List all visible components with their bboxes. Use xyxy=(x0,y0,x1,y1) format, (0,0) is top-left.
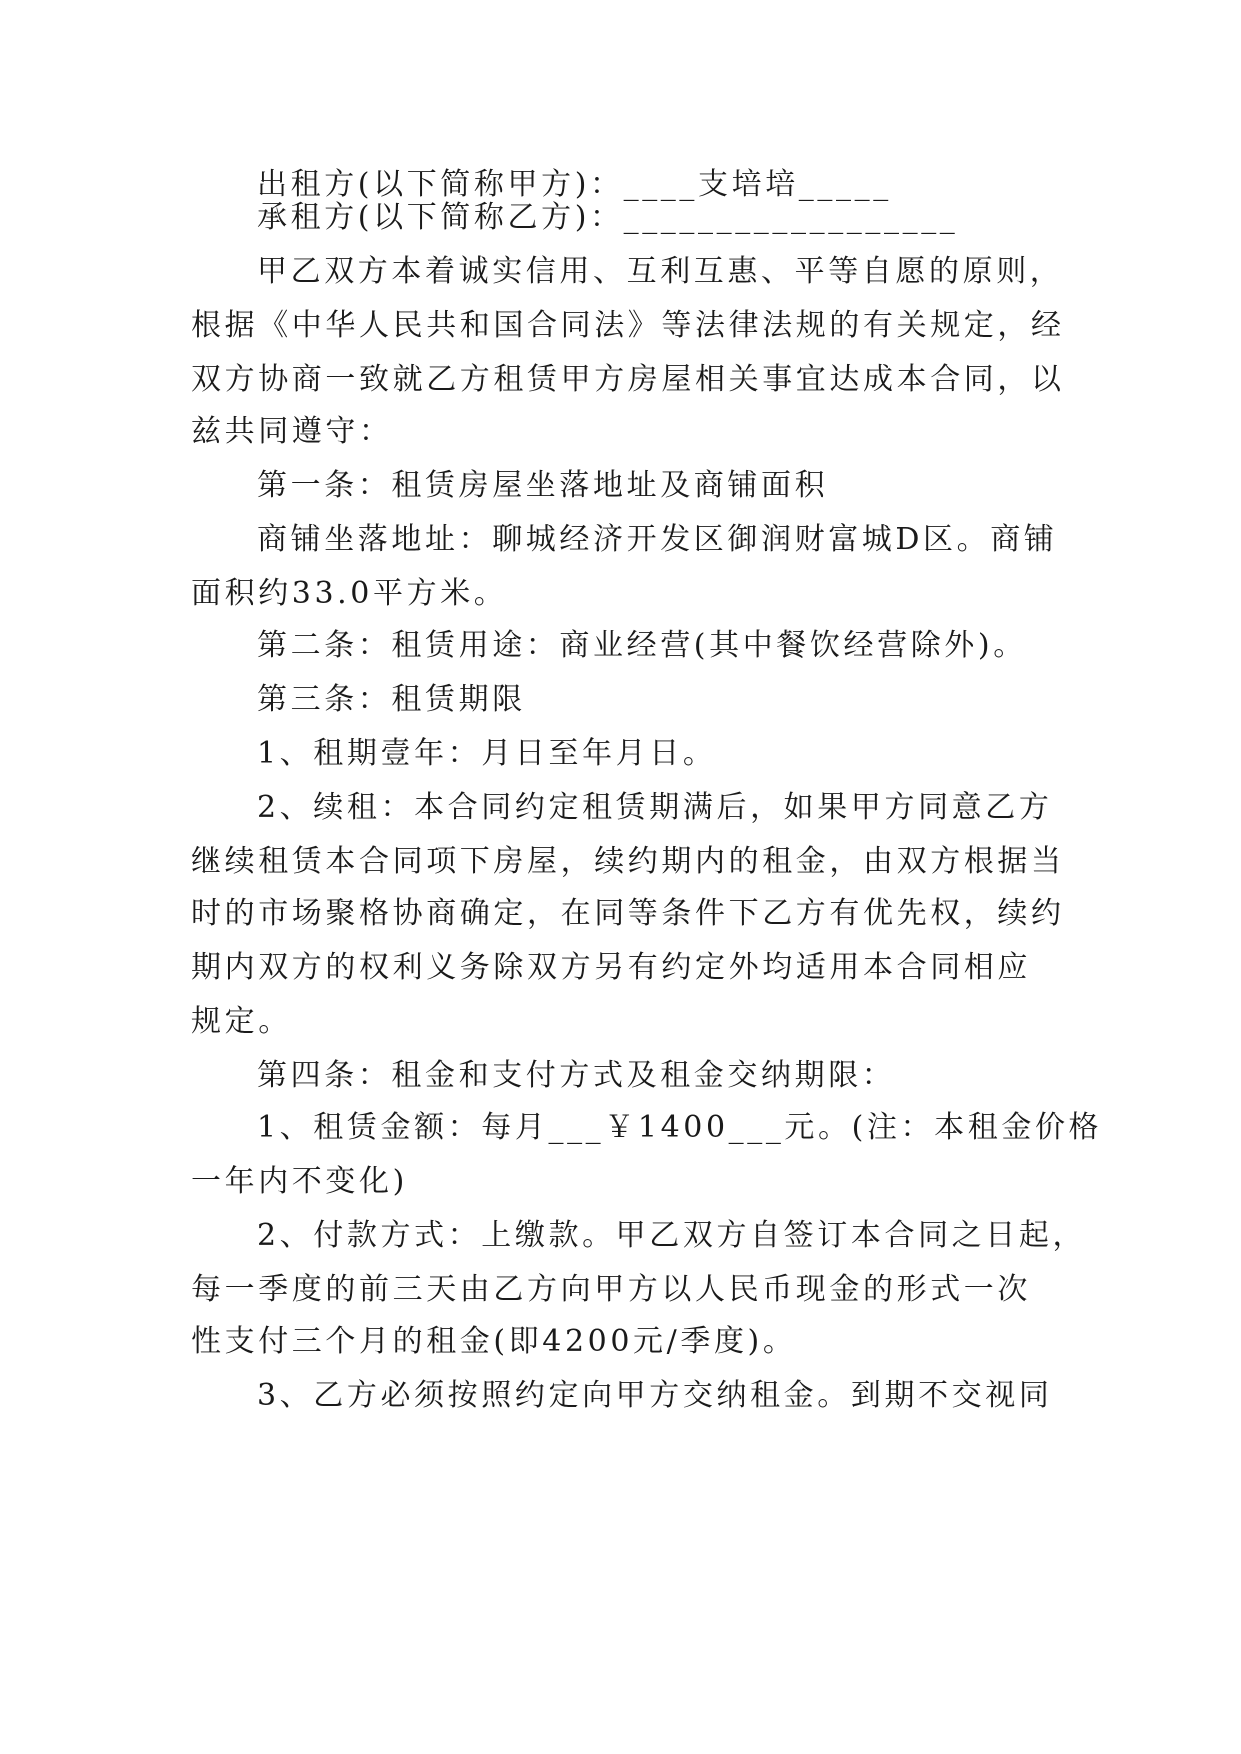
payment-line-3: 性支付三个月的租金(即4200元/季度)。 xyxy=(191,1324,797,1359)
preamble-line-1: 甲乙双方本着诚实信用、互利互惠、平等自愿的原则， xyxy=(257,254,1064,289)
lessor-line: 出租方(以下简称甲方)：____支培培_____ xyxy=(257,167,892,202)
payment-line-1: 2、付款方式：上缴款。甲乙双方自签订本合同之日起， xyxy=(257,1218,1087,1253)
lease-term-line: 1、租期壹年：月日至年月日。 xyxy=(257,736,717,771)
article-2-line: 第二条：租赁用途：商业经营(其中餐饮经营除外)。 xyxy=(257,628,1027,663)
renewal-line-3: 时的市场聚格协商确定，在同等条件下乙方有优先权，续约 xyxy=(191,896,1065,931)
preamble-line-3: 双方协商一致就乙方租赁甲方房屋相关事宜达成本合同，以 xyxy=(191,362,1065,397)
article-3-heading: 第三条：租赁期限 xyxy=(257,682,526,717)
rent-obligation-line: 3、乙方必须按照约定向甲方交纳租金。到期不交视同 xyxy=(257,1378,1053,1413)
lessee-line: 承租方(以下简称乙方)：__________________ xyxy=(257,200,959,235)
rent-amount-line-2: 一年内不变化) xyxy=(191,1164,408,1199)
renewal-line-5: 规定。 xyxy=(191,1004,292,1039)
renewal-line-2: 继续租赁本合同项下房屋，续约期内的租金，由双方根据当 xyxy=(191,844,1065,879)
renewal-line-1: 2、续租：本合同约定租赁期满后，如果甲方同意乙方 xyxy=(257,790,1053,825)
renewal-line-4: 期内双方的权利义务除双方另有约定外均适用本合同相应 xyxy=(191,950,1031,985)
preamble-line-2: 根据《中华人民共和国合同法》等法律法规的有关规定，经 xyxy=(191,308,1065,343)
rent-amount-line-1: 1、租赁金额：每月___￥1400___元。(注：本租金价格 xyxy=(257,1110,1103,1145)
article-1-heading: 第一条：租赁房屋坐落地址及商铺面积 xyxy=(257,468,829,503)
shop-address-line-2: 面积约33.0平方米。 xyxy=(191,576,508,611)
article-4-heading: 第四条：租金和支付方式及租金交纳期限： xyxy=(257,1058,896,1093)
payment-line-2: 每一季度的前三天由乙方向甲方以人民币现金的形式一次 xyxy=(191,1272,1031,1307)
shop-address-line-1: 商铺坐落地址：聊城经济开发区御润财富城D区。商铺 xyxy=(257,522,1058,557)
preamble-line-4: 兹共同遵守： xyxy=(191,414,393,449)
